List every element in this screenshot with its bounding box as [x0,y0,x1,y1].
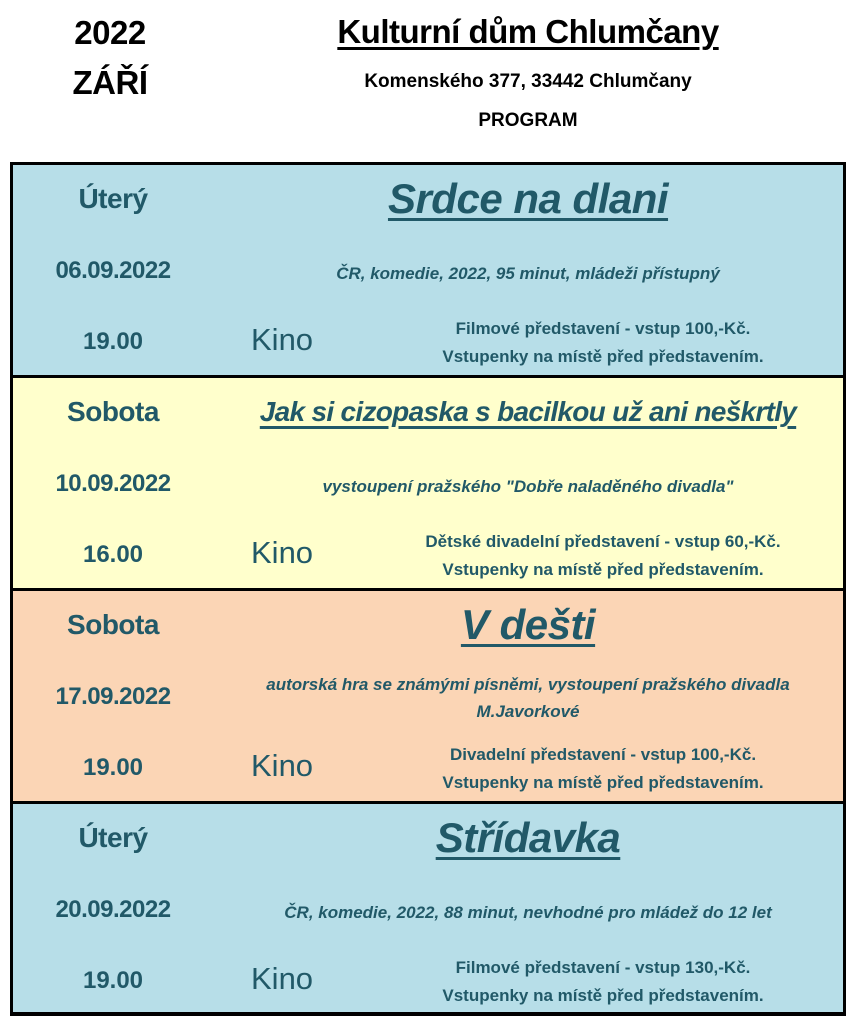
event-description-line: autorská hra se známými písněmi, vystoupení pražského divadla [266,675,790,694]
event-price: Filmové představení - vstup 130,-Kč. [455,958,751,977]
event-time: 19.00 [82,328,144,355]
event-date: 10.09.2022 [55,470,171,497]
event-date: 20.09.2022 [55,896,171,923]
event-title: V dešti [460,601,596,648]
program-month: ZÁŘÍ [72,64,148,101]
event-description [233,671,823,725]
event-row [13,165,843,378]
event-row [13,591,843,804]
event-price: Divadelní představení - vstup 100,-Kč. [449,745,757,764]
event-time: 16.00 [82,541,144,568]
event-date: 06.09.2022 [55,257,171,284]
event-info [393,954,813,1010]
event-tickets: Vstupenky na místě před představením. [442,773,764,792]
event-description [233,473,823,500]
event-row [13,804,843,1012]
event-day: Sobota [67,609,159,640]
event-time: 19.00 [82,967,144,994]
event-description-line: vystoupení pražského "Dobře naladěného divadla" [322,477,734,496]
program-label: PROGRAM [478,110,578,131]
venue-title: Kulturní dům Chlumčany [337,13,719,50]
event-description-line: ČR, komedie, 2022, 88 minut, nevhodné pro mládež do 12 let [284,903,772,922]
event-description [233,899,823,926]
event-day: Úterý [78,183,148,214]
event-venue: Kino [251,322,314,357]
program-table [10,162,846,1016]
event-info [393,315,813,371]
event-title: Jak si cizopaska s bacilkou už ani neškrtly [259,396,797,427]
event-day: Sobota [67,396,159,427]
event-price: Filmové představení - vstup 100,-Kč. [455,319,751,338]
venue-address: Komenského 377, 33442 Chlumčany [364,71,692,92]
event-time: 19.00 [82,754,144,781]
event-venue: Kino [251,961,314,996]
event-tickets: Vstupenky na místě před představením. [442,560,764,579]
event-title: Srdce na dlani [387,175,669,222]
event-info [393,528,813,584]
event-date: 17.09.2022 [55,683,171,710]
event-row [13,378,843,591]
event-tickets: Vstupenky na místě před představením. [442,347,764,366]
event-tickets: Vstupenky na místě před představením. [442,986,764,1005]
event-description-line: ČR, komedie, 2022, 95 minut, mládeži přístupný [336,264,720,283]
event-price: Dětské divadelní představení - vstup 60,-Kč. [425,532,781,551]
event-description [233,260,823,287]
event-day: Úterý [78,822,148,853]
event-title: Střídavka [435,814,621,861]
program-year: 2022 [74,14,146,51]
event-info [393,741,813,797]
event-venue: Kino [251,535,314,570]
event-venue: Kino [251,748,314,783]
event-description-line: M.Javorkové [476,702,580,721]
